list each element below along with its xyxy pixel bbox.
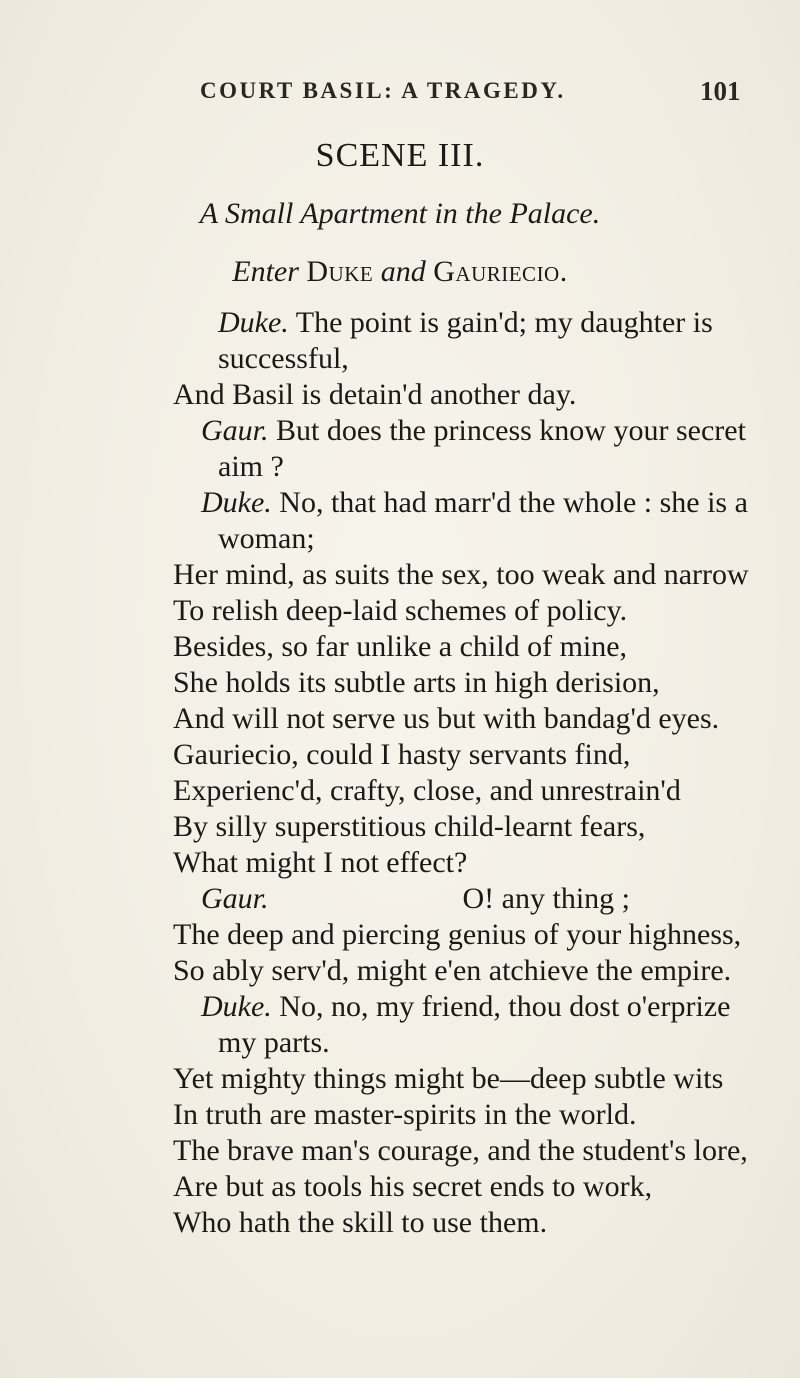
line-text: To relish deep-laid schemes of policy. (173, 594, 628, 627)
verse-line (173, 1205, 547, 1241)
verse-line (201, 989, 730, 1025)
entry-character-gauriecio: Gauriecio. (433, 255, 568, 288)
line-text: my parts. (218, 1026, 330, 1059)
verse-line (173, 953, 731, 989)
verse-line (201, 881, 630, 917)
line-text: woman; (218, 522, 315, 555)
line-text: In truth are master-spirits in the world. (173, 1098, 637, 1131)
line-text: And Basil is detain'd another day. (173, 378, 577, 411)
line-text: Who hath the skill to use them. (173, 1206, 548, 1239)
verse-line (173, 1169, 652, 1205)
line-text: The brave man's courage, and the student's lore, (173, 1134, 748, 1167)
verse-line (173, 377, 576, 413)
line-text: No, no, my friend, thou dost o'erprize (271, 990, 731, 1023)
line-text: successful, (218, 342, 349, 375)
line-text: aim ? (218, 450, 284, 483)
verse-line (218, 449, 284, 485)
line-text: Besides, so far unlike a child of mine, (173, 630, 628, 663)
speaker-name: Duke. (201, 990, 272, 1023)
verse-line (218, 305, 713, 341)
line-text: She holds its subtle arts in high derision, (173, 666, 660, 699)
scene-heading: SCENE III. (315, 137, 485, 174)
verse-line (218, 1025, 330, 1061)
verse-line (173, 701, 719, 737)
line-text: O! any thing ; (462, 882, 630, 915)
speaker-name: Gaur. (201, 414, 269, 447)
line-text: And will not serve us but with bandag'd eyes. (173, 702, 720, 735)
verse-line (201, 485, 748, 521)
verse-line (173, 809, 645, 845)
running-head (0, 78, 800, 118)
line-text: Yet mighty things might be—deep subtle wits (173, 1062, 724, 1095)
stage-direction-entry (0, 255, 800, 289)
line-text: Experienc'd, crafty, close, and unrestrain'd (173, 774, 681, 807)
verse-line (173, 773, 681, 809)
verse-line (201, 413, 746, 449)
line-text: What might I not effect? (173, 846, 468, 879)
scene-setting: A Small Apartment in the Palace. (199, 197, 601, 230)
verse-line (173, 737, 630, 773)
speaker-name: Duke. (218, 306, 289, 339)
speaker-name: Duke. (201, 486, 272, 519)
verse-line (173, 665, 660, 701)
verse-line (218, 521, 315, 557)
verse-line (173, 917, 741, 953)
line-text: By silly superstitious child-learnt fears, (173, 810, 646, 843)
line-text: The deep and piercing genius of your highness, (173, 918, 742, 951)
line-text: Gauriecio, could I hasty servants find, (173, 738, 631, 771)
verse-line (173, 845, 467, 881)
page-number: 101 (700, 76, 741, 106)
line-text: No, that had marr'd the whole : she is a (271, 486, 748, 519)
line-text: Are but as tools his secret ends to work, (173, 1170, 653, 1203)
running-title: COURT BASIL: A TRAGEDY. (200, 78, 566, 103)
entry-word: Enter (232, 255, 299, 288)
verse-line (173, 1061, 723, 1097)
speaker-name: Gaur. (201, 882, 269, 915)
verse-line (218, 341, 349, 377)
verse-line (173, 557, 749, 593)
line-text: So ably serv'd, might e'en atchieve the empire. (173, 954, 732, 987)
verse-line (173, 1133, 748, 1169)
entry-conjunction: and (380, 255, 426, 288)
verse-line (173, 593, 627, 629)
line-text: The point is gain'd; my daughter is (288, 306, 713, 339)
line-text: But does the princess know your secret (268, 414, 746, 447)
verse-line (173, 629, 627, 665)
entry-character-duke: Duke (306, 255, 374, 288)
verse-line (173, 1097, 636, 1133)
line-text: Her mind, as suits the sex, too weak and narrow (173, 558, 749, 591)
